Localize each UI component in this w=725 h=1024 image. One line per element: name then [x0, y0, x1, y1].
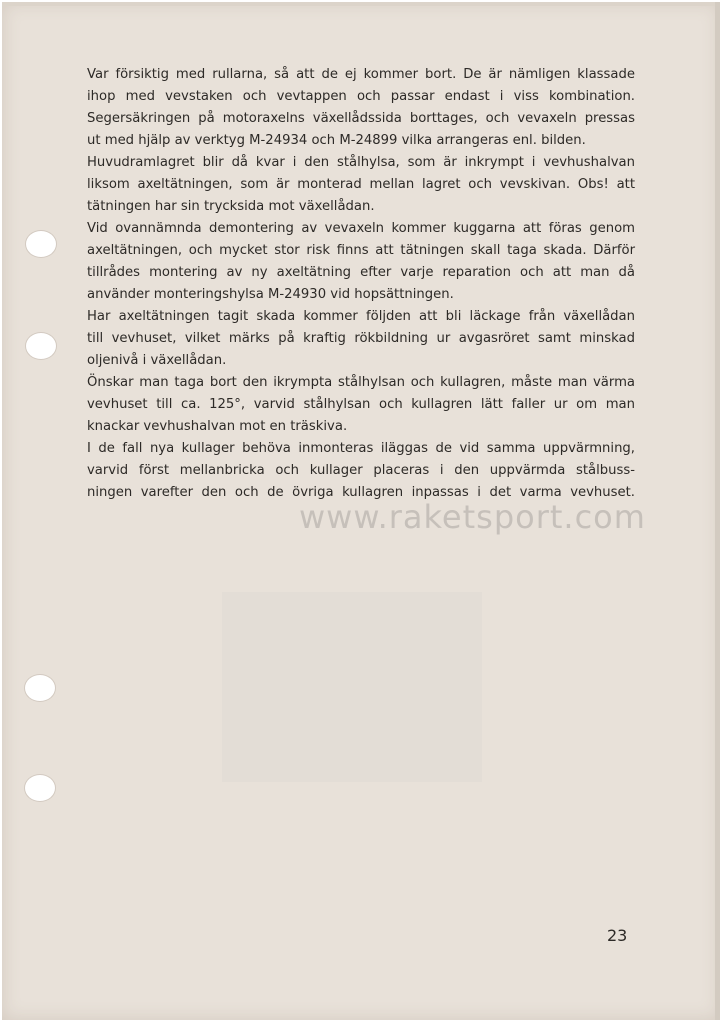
text-line: Var försiktig med rullarna, så att de ej kommer bort. De är nämligen klassade: [87, 67, 635, 82]
text-line: Vid ovannämnda demontering av vevaxeln kommer kuggarna att föras genom: [87, 221, 635, 236]
text-line: axeltätningen, och mycket stor risk finns att tätningen skall taga skada. Därför: [87, 243, 635, 258]
text-line: Segersäkringen på motoraxelns växellådssida borttages, och vevaxeln pressas: [87, 111, 635, 126]
page-number: 23: [607, 926, 628, 945]
text-line: ningen varefter den och de övriga kullagren inpassas i det varma vevhuset.: [87, 485, 635, 500]
text-line: liksom axeltätningen, som är monterad mellan lagret och vevskivan. Obs! att: [87, 177, 635, 192]
text-line: Huvudramlagret blir då kvar i den stålhylsa, som är inkrympt i vevhushalvan: [87, 155, 635, 170]
text-line: använder monteringshylsa M-24930 vid hopsättningen.: [87, 287, 454, 302]
text-line: Önskar man taga bort den ikrympta stålhylsan och kullagren, måste man värma: [87, 375, 635, 390]
text-line: vevhuset till ca. 125°, varvid stålhylsan och kullagren lätt faller ur om man: [87, 397, 635, 412]
document-page: [2, 2, 720, 1020]
text-line: tillrådes montering av ny axeltätning efter varje reparation och att man då: [87, 265, 635, 280]
text-line: ihop med vevstaken och vevtappen och passar endast i viss kombination.: [87, 89, 635, 104]
page-edge-right: [715, 2, 720, 1020]
punch-hole: [26, 333, 56, 359]
faint-background-mark: [222, 592, 482, 782]
page-edge-top: [2, 2, 720, 6]
text-line: varvid först mellanbricka och kullager placeras i den uppvärmda stålbuss-: [87, 463, 635, 478]
punch-hole: [26, 231, 56, 257]
punch-hole: [25, 775, 55, 801]
text-line: oljenivå i växellådan.: [87, 353, 227, 368]
watermark: www.raketsport.com: [299, 498, 646, 536]
text-line: knackar vevhushalvan mot en träskiva.: [87, 419, 348, 434]
text-line: tätningen har sin trycksida mot växellådan.: [87, 199, 375, 214]
text-line: I de fall nya kullager behöva inmonteras iläggas de vid samma uppvärmning,: [87, 441, 635, 456]
text-line: Har axeltätningen tagit skada kommer följden att bli läckage från växellådan: [87, 309, 635, 324]
text-line: ut med hjälp av verktyg M-24934 och M-24899 vilka arrangeras enl. bilden.: [87, 133, 586, 148]
punch-hole: [25, 675, 55, 701]
text-line: till vevhuset, vilket märks på kraftig rökbildning ur avgasröret samt minskad: [87, 331, 635, 346]
body-text: [87, 64, 635, 504]
